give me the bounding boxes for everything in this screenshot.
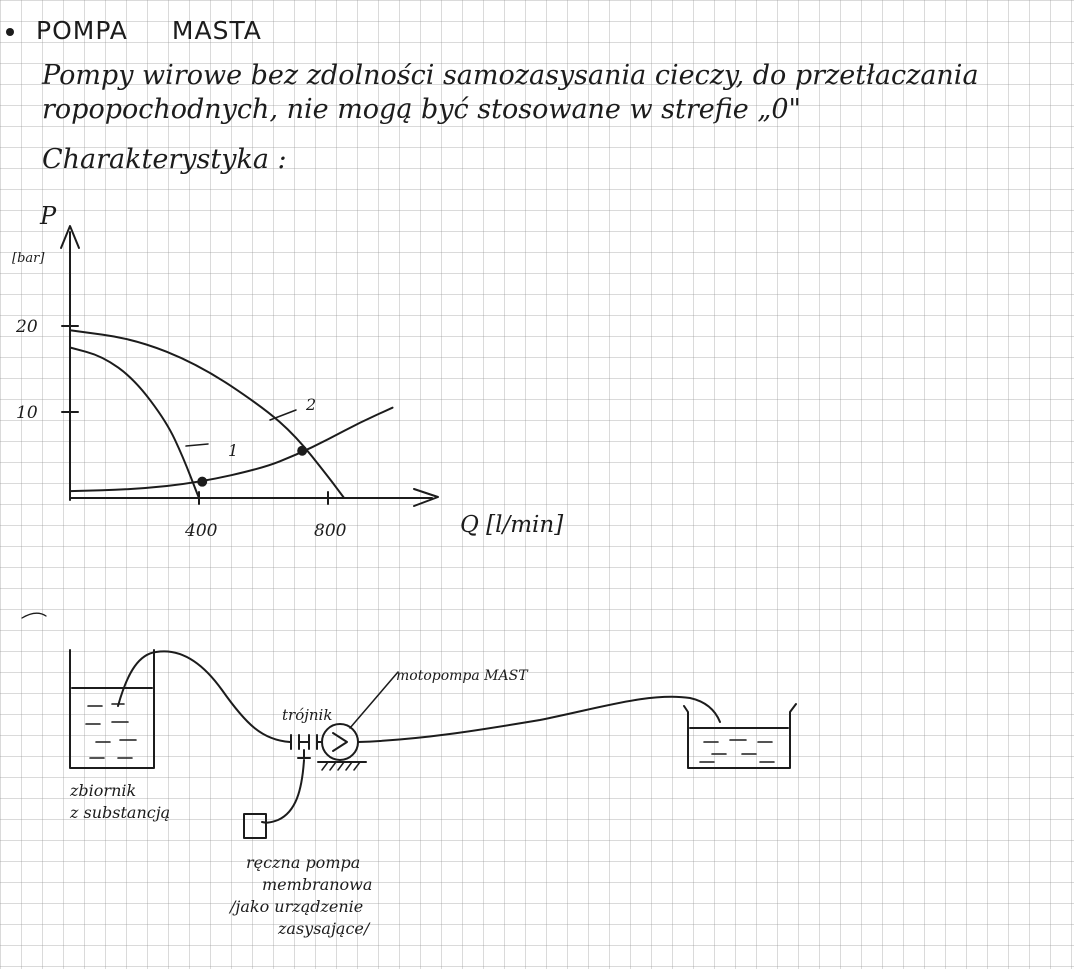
pump-base-hatching xyxy=(322,762,360,770)
y-tick-label-20: 20 xyxy=(16,317,38,337)
operating-point-2 xyxy=(298,447,306,455)
series-line-1 xyxy=(70,348,199,499)
tick-labels xyxy=(15,317,347,541)
series-2-leader xyxy=(270,410,296,420)
priming-pump-label-line-1: ręczna pompa xyxy=(246,853,361,872)
operating-point-1 xyxy=(198,478,206,486)
pump-symbol xyxy=(322,724,358,760)
discharge-hose xyxy=(358,697,720,742)
source-tank-label-line-2: z substancją xyxy=(70,803,171,822)
title-part-2: MASTA xyxy=(171,16,262,45)
series-layer xyxy=(70,330,393,498)
x-tick-label-400: 400 xyxy=(185,521,218,541)
pump-arrow xyxy=(333,733,347,751)
x-tick-label-800: 800 xyxy=(314,521,347,541)
ticks-layer xyxy=(62,326,328,504)
priming-pump xyxy=(244,814,266,838)
tee-fitting xyxy=(291,735,317,749)
source-tank-liquid-marks xyxy=(86,704,136,758)
priming-pump-label-line-4: zasysające/ xyxy=(278,919,370,938)
priming-hose xyxy=(262,760,304,823)
y-axis-label: P xyxy=(40,202,57,230)
series-1-leader xyxy=(186,444,208,446)
characteristic-label: Charakterystyka : xyxy=(42,144,287,175)
priming-pump-label-line-3: /jako urządzenie xyxy=(230,897,364,916)
tee-label: trójnik xyxy=(282,706,333,724)
series-2-label: 2 xyxy=(306,395,317,414)
x-axis-label: Q [l/min] xyxy=(460,512,564,538)
description-line-1: Pompy wirowe bez zdolności samozasysania cieczy, do przetłaczania xyxy=(42,60,979,91)
source-tank-label-line-1: zbiornik xyxy=(70,781,137,800)
description-line-2: ropopochodnych, nie mogą być stosowane w strefie „0" xyxy=(42,94,801,125)
target-tank xyxy=(684,704,796,768)
pump-characteristic-chart xyxy=(61,226,438,506)
target-tank-liquid-marks xyxy=(700,740,774,762)
priming-pump-label-line-2: membranowa xyxy=(262,875,373,894)
title-part-1: POMPA xyxy=(36,16,128,45)
series-1-label: 1 xyxy=(228,441,239,460)
suction-hose xyxy=(118,651,290,742)
y-tick-label-10: 10 xyxy=(16,403,38,423)
pump-label-leader xyxy=(350,672,398,728)
series-line-2 xyxy=(70,330,344,498)
y-axis-unit: [bar] xyxy=(12,251,45,266)
source-tank xyxy=(70,650,154,768)
pump-label: motopompa MAST xyxy=(396,668,528,684)
margin-mark xyxy=(22,613,46,618)
tee-branch xyxy=(298,750,310,758)
